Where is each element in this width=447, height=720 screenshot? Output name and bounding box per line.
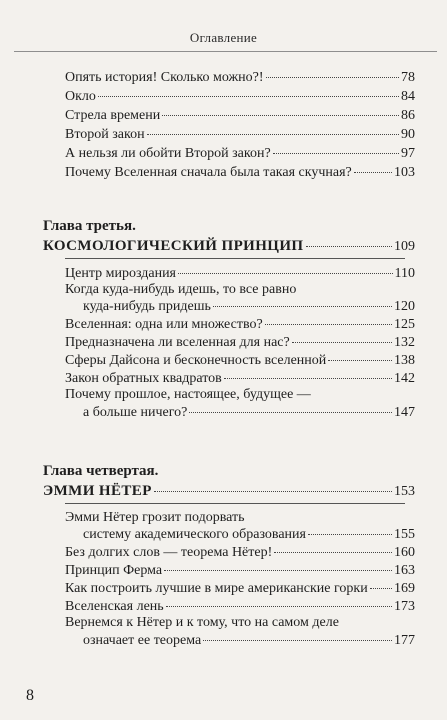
toc-entry-title-line2: куда-нибудь придешь <box>83 299 211 314</box>
page-number: 8 <box>26 687 34 704</box>
leader-dots <box>98 96 399 97</box>
toc-entry[interactable] <box>65 126 415 143</box>
leader-dots <box>224 378 392 379</box>
leader-dots <box>154 491 392 492</box>
toc-entry[interactable] <box>83 632 415 649</box>
toc-entry[interactable] <box>65 164 415 181</box>
leader-dots <box>213 306 392 307</box>
leader-dots <box>370 588 392 589</box>
toc-entry-title: Центр мироздания <box>65 266 176 281</box>
toc-entry-title: Стрела времени <box>65 108 161 123</box>
toc-entry[interactable] <box>65 352 415 369</box>
header-rule <box>14 51 437 52</box>
toc-entry-page: 132 <box>394 335 415 350</box>
leader-dots <box>164 570 392 571</box>
toc-entry-title-line2: а больше ничего? <box>83 405 188 420</box>
toc-entry-page: 155 <box>394 527 415 542</box>
toc-entry-page: 147 <box>394 405 415 420</box>
toc-entry[interactable] <box>83 526 415 543</box>
toc-entry-page: 177 <box>394 633 415 648</box>
toc-entry[interactable] <box>65 88 415 105</box>
toc-entry-title: Без долгих слов — теорема Нётер! <box>65 545 273 560</box>
leader-dots <box>306 246 393 247</box>
leader-dots <box>266 77 399 78</box>
leader-dots <box>265 324 392 325</box>
toc-entry[interactable] <box>65 69 415 86</box>
toc-entry-title: Опять история! Сколько можно?! <box>65 70 264 85</box>
leader-dots <box>189 412 392 413</box>
toc-entry-page: 120 <box>394 299 415 314</box>
toc-entry-page: 97 <box>401 146 415 161</box>
toc-entry[interactable] <box>65 265 415 282</box>
toc-entry-page: 142 <box>394 371 415 386</box>
toc-entry[interactable] <box>65 334 415 351</box>
chapter-heading-entry[interactable] <box>43 238 415 255</box>
toc-entry-title: Закон обратных квадратов <box>65 371 222 386</box>
toc-entry-page: 173 <box>394 599 415 614</box>
chapter-page: 153 <box>394 484 415 499</box>
toc-entry-page: 163 <box>394 563 415 578</box>
toc-entry[interactable] <box>65 107 415 124</box>
toc-entry-page: 138 <box>394 353 415 368</box>
toc-entry[interactable] <box>65 562 415 579</box>
leader-dots <box>203 640 392 641</box>
toc-entry-title: Принцип Ферма <box>65 563 163 578</box>
running-head: Оглавление <box>189 30 258 45</box>
chapter-label: Глава четвертая. <box>43 463 159 479</box>
toc-entry-page: 84 <box>401 89 415 104</box>
leader-dots <box>178 273 393 274</box>
toc-entry-page: 160 <box>394 545 415 560</box>
chapter-label: Глава третья. <box>43 218 136 234</box>
toc-entry-page: 90 <box>401 127 415 142</box>
toc-entry-title: Как построить лучшие в мире американские горки <box>65 581 368 596</box>
toc-entry[interactable] <box>65 316 415 333</box>
toc-entry-title: Второй закон <box>65 127 145 142</box>
chapter-name: КОСМОЛОГИЧЕСКИЙ ПРИНЦИП <box>43 238 304 254</box>
toc-entry[interactable] <box>83 404 415 421</box>
leader-dots <box>166 606 392 607</box>
toc-entry-title-line1[interactable]: Почему прошлое, настоящее, будущее — <box>65 387 311 402</box>
toc-entry-page: 86 <box>401 108 415 123</box>
leader-dots <box>162 115 399 116</box>
toc-entry-title: Вселенная: одна или множество? <box>65 317 263 332</box>
toc-entry-page: 125 <box>394 317 415 332</box>
leader-dots <box>354 172 392 173</box>
leader-dots <box>292 342 392 343</box>
chapter-rule <box>65 503 405 504</box>
toc-entry-title-line1[interactable]: Эмми Нётер грозит подорвать <box>65 510 245 525</box>
toc-entry-title: Окло <box>65 89 96 104</box>
toc-entry-title: Вселенская лень <box>65 599 164 614</box>
toc-entry-page: 110 <box>394 266 415 281</box>
toc-entry-title: Предназначена ли вселенная для нас? <box>65 335 290 350</box>
toc-entry[interactable] <box>65 145 415 162</box>
chapter-heading-entry[interactable] <box>43 483 415 500</box>
toc-entry-title-line1[interactable]: Вернемся к Нётер и к тому, что на самом деле <box>65 615 339 630</box>
toc-entry[interactable] <box>65 580 415 597</box>
toc-entry[interactable] <box>83 298 415 315</box>
toc-entry-title-line2: систему академического образования <box>83 527 306 542</box>
chapter-rule <box>65 258 405 259</box>
toc-entry-title-line2: означает ее теорема <box>83 633 202 648</box>
toc-entry-page: 169 <box>394 581 415 596</box>
toc-entry-title: Сферы Дайсона и бесконечность вселенной <box>65 353 327 368</box>
toc-entry-title-line1[interactable]: Когда куда-нибудь идешь, то все равно <box>65 282 297 297</box>
chapter-page: 109 <box>394 239 415 254</box>
toc-entry[interactable] <box>65 598 415 615</box>
chapter-name: ЭММИ НЁТЕР <box>43 483 152 499</box>
toc-entry[interactable] <box>65 370 415 387</box>
leader-dots <box>308 534 392 535</box>
leader-dots <box>273 153 399 154</box>
toc-entry-page: 78 <box>401 70 415 85</box>
leader-dots <box>147 134 399 135</box>
leader-dots <box>274 552 392 553</box>
leader-dots <box>328 360 392 361</box>
toc-entry-title: А нельзя ли обойти Второй закон? <box>65 146 271 161</box>
toc-entry-page: 103 <box>394 165 415 180</box>
toc-entry-title: Почему Вселенная сначала была такая скучная? <box>65 165 352 180</box>
toc-entry[interactable] <box>65 544 415 561</box>
